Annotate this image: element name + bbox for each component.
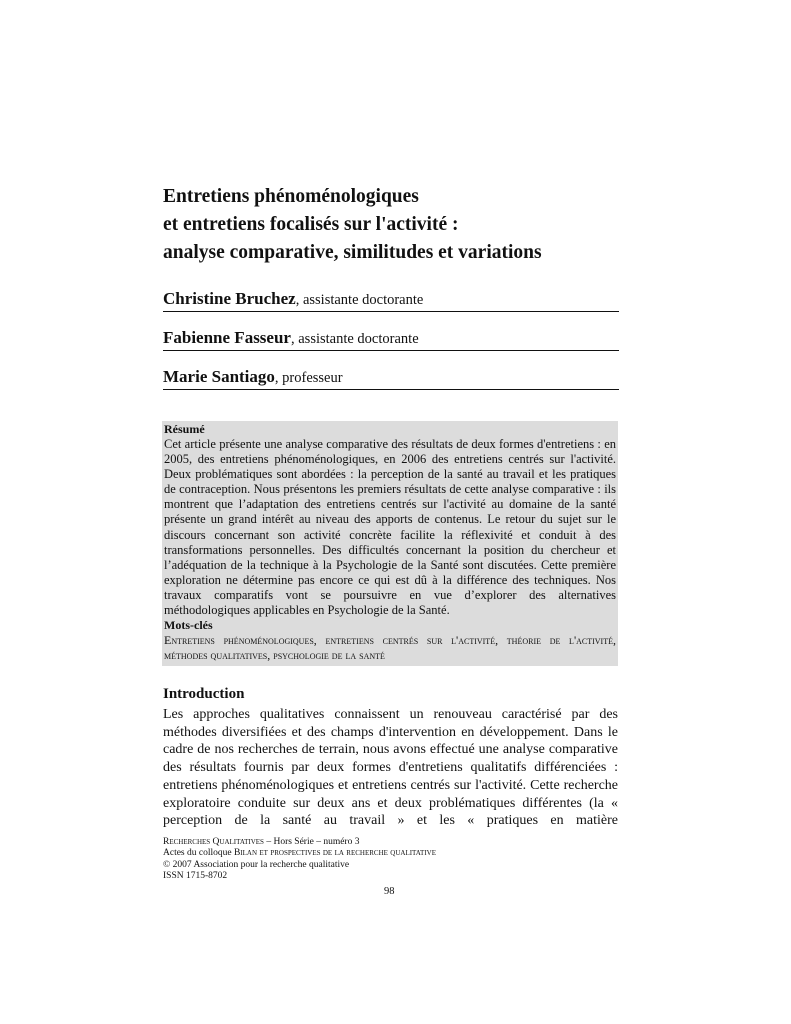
footer-copyright: © 2007 Association pour la recherche qualitative: [163, 859, 350, 870]
author-role: , assistante doctorante: [290, 331, 419, 347]
author-2: [163, 328, 619, 351]
title-line-1: Entretiens phénoménologiques: [163, 186, 419, 207]
author-role: , assistante doctorante: [295, 292, 424, 308]
abstract-box: [162, 421, 618, 666]
title-line-3: analyse comparative, similitudes et variations: [163, 242, 542, 263]
footer-issn: ISSN 1715-8702: [163, 870, 228, 881]
author-1: [163, 289, 619, 312]
title-line-2: et entretiens focalisés sur l'activité :: [163, 214, 459, 235]
keywords-heading: Mots-clés: [164, 618, 213, 633]
author-name: Marie Santiago: [163, 367, 275, 386]
author-role: , professeur: [274, 370, 343, 386]
author-name: Christine Bruchez: [163, 289, 296, 308]
introduction-text: Les approches qualitatives connaissent un renouveau caractérisé par des méthodes diversifiées et des champs d'intervention en développement. Dans le cadre de nos recherches de terrain, nous avons effectué une analyse comparative des résultats fournis par deux formes d'entretiens qualitatifs différenciées : entretiens phénoménologiques et entretiens centrés sur l'activité. Cette recherche exploratoire conduite sur deux ans et deux problématiques différentes (la « perception de la santé au travail » et les « pratiques en matière: [163, 707, 618, 829]
article-title: [163, 183, 643, 267]
journal-issue: – Hors Série – numéro 3: [263, 837, 360, 847]
journal-name: Recherches Qualitatives: [163, 837, 264, 847]
abstract-heading: Résumé: [164, 422, 205, 436]
author-3: [163, 367, 619, 390]
page-footer: [163, 837, 623, 882]
introduction-heading: Introduction: [163, 686, 245, 702]
page-number: 98: [384, 886, 395, 897]
footer-proceedings-line: [163, 848, 623, 859]
author-name: Fabienne Fasseur: [163, 328, 291, 347]
footer-journal-line: [163, 837, 623, 848]
proceedings-title: Bilan et prospectives de la recherche qualitative: [233, 848, 436, 859]
keywords-text: Entretiens phénoménologiques, entretiens centrés sur l'activité, théorie de l'activité, méthodes qualitatives, psychologie de la santé: [164, 633, 616, 663]
proceedings-prefix: Actes du colloque: [163, 848, 234, 859]
abstract-text: Cet article présente une analyse comparative des résultats de deux formes d'entretiens : en 2005, des entretiens phénoménologiques, en 2006 des entretiens centrés sur l'activité. Deux problématiques sont abordées : la perception de la santé au travail et les pratiques de contraception. Nous présentons les premiers résultats de cette analyse comparative : ils montrent que l’adaptation des entretiens centrés sur l'activité au domaine de la santé présente un grand intérêt au niveau des apports de contenus. Le retour du sujet sur le discours concernant son activité concrète facilite la réflexivité et conduit à des transformations personnelles. Des difficultés concernant la position du chercheur et l’adéquation de la technique à la Psychologie de la Santé sont discutées. Cette première exploration ne détermine pas encore ce qui est dû à la différence des techniques. Nos travaux comparatifs vont se poursuivre en vue d’explorer des alternatives méthodologiques applicables en Psychologie de la Santé.: [164, 437, 616, 618]
